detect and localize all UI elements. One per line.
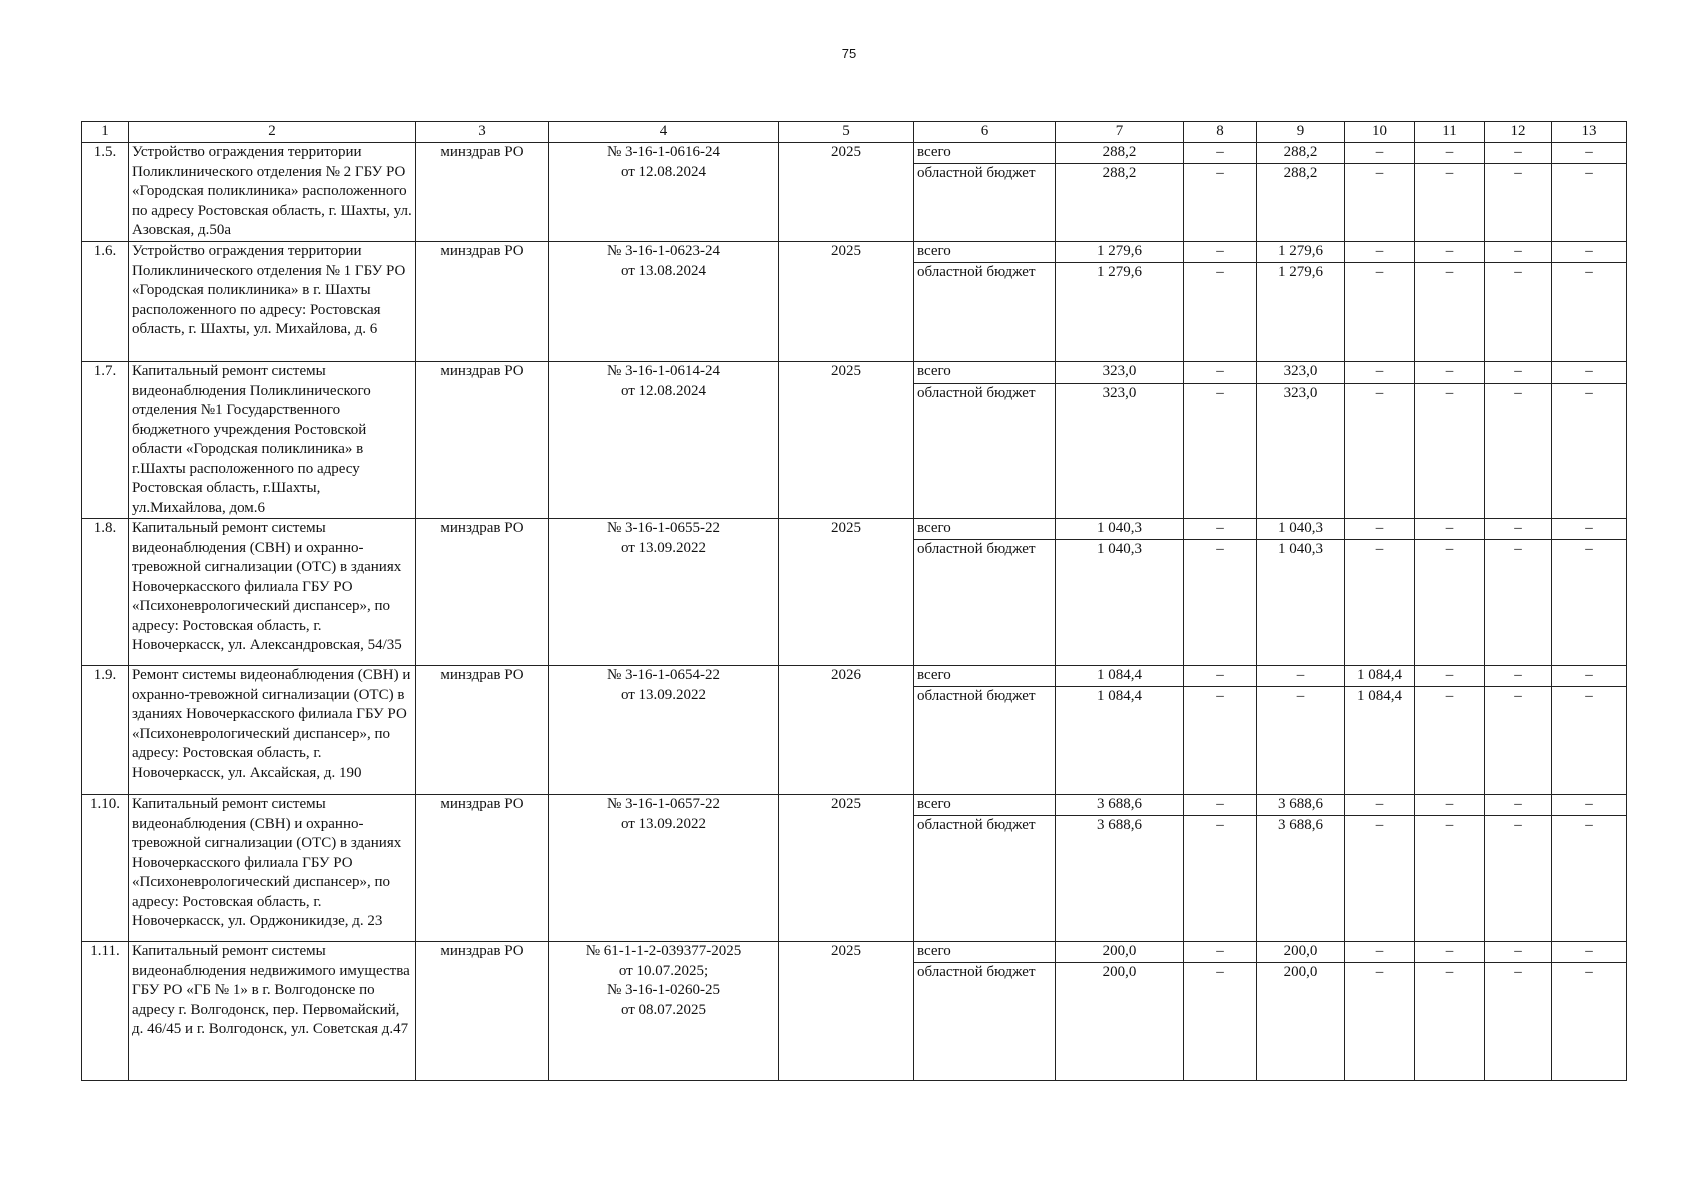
amount-v8: –: [1184, 795, 1257, 816]
year: 2025: [779, 942, 914, 1081]
amount-v11: –: [1415, 519, 1485, 540]
amount-v10: –: [1345, 362, 1415, 384]
document-reference: [549, 942, 779, 1081]
column-number: 9: [1257, 122, 1345, 143]
funding-source: всего: [914, 795, 1056, 816]
amount-v10: –: [1345, 143, 1415, 164]
row-number: 1.10.: [82, 795, 129, 942]
object-name: Капитальный ремонт системы видеонаблюдения Поликлинического отделения №1 Государственного бюджетного учреждения Ростовской области «Городская поликлиника» в г.Шахты расположенного по адресу Ростовская область, г.Шахты, ул.Михайлова, дом.6: [129, 362, 416, 519]
amount-v7: 323,0: [1056, 384, 1184, 519]
amount-v11: –: [1415, 687, 1485, 795]
amount-v8: –: [1184, 519, 1257, 540]
year: 2025: [779, 795, 914, 942]
amount-v10: –: [1345, 816, 1415, 942]
document-reference: [549, 242, 779, 362]
amount-v12: –: [1485, 242, 1552, 263]
amount-v11: –: [1415, 816, 1485, 942]
amount-v8: –: [1184, 942, 1257, 963]
amount-v12: –: [1485, 540, 1552, 666]
funding-source: областной бюджет: [914, 384, 1056, 519]
document-reference: [549, 666, 779, 795]
amount-v10: –: [1345, 242, 1415, 263]
amount-v9: 323,0: [1257, 362, 1345, 384]
document-line: от 12.08.2024: [620, 163, 707, 180]
column-number: 1: [82, 122, 129, 143]
funding-table: [81, 121, 1627, 1081]
document-line: № 3-16-1-0657-22: [606, 796, 721, 812]
amount-v8: –: [1184, 540, 1257, 666]
amount-v9: 1 040,3: [1257, 540, 1345, 666]
amount-v8: –: [1184, 963, 1257, 1081]
amount-v9: 323,0: [1257, 384, 1345, 519]
column-number: 3: [416, 122, 549, 143]
amount-v9: 1 040,3: [1257, 519, 1345, 540]
customer: минздрав РО: [416, 666, 549, 795]
customer: минздрав РО: [416, 795, 549, 942]
amount-v13: –: [1552, 143, 1627, 164]
amount-v12: –: [1485, 263, 1552, 362]
amount-v10: –: [1345, 384, 1415, 519]
amount-v11: –: [1415, 384, 1485, 519]
column-number: 4: [549, 122, 779, 143]
year: 2025: [779, 519, 914, 666]
amount-v9: 3 688,6: [1257, 795, 1345, 816]
amount-v9: 288,2: [1257, 143, 1345, 164]
amount-v10: –: [1345, 263, 1415, 362]
amount-v10: –: [1345, 963, 1415, 1081]
amount-v11: –: [1415, 362, 1485, 384]
amount-v13: –: [1552, 519, 1627, 540]
amount-v12: –: [1485, 795, 1552, 816]
amount-v10: –: [1345, 164, 1415, 242]
document-line: от 13.09.2022: [620, 815, 707, 832]
column-number: 2: [129, 122, 416, 143]
document-reference: [549, 519, 779, 666]
amount-v13: –: [1552, 963, 1627, 1081]
amount-v8: –: [1184, 263, 1257, 362]
amount-v10: –: [1345, 795, 1415, 816]
row-number: 1.9.: [82, 666, 129, 795]
row-number: 1.7.: [82, 362, 129, 519]
amount-v10: –: [1345, 540, 1415, 666]
amount-v11: –: [1415, 242, 1485, 263]
funding-source: всего: [914, 362, 1056, 384]
document-reference: [549, 795, 779, 942]
document-line: от 13.09.2022: [620, 539, 707, 556]
amount-v9: 200,0: [1257, 963, 1345, 1081]
document-line: № 3-16-1-0623-24: [606, 243, 721, 259]
amount-v9: 3 688,6: [1257, 816, 1345, 942]
document-line: № 3-16-1-0614-24: [606, 363, 721, 379]
amount-v10: 1 084,4: [1345, 666, 1415, 687]
amount-v12: –: [1485, 942, 1552, 963]
amount-v9: 288,2: [1257, 164, 1345, 242]
table-row: [82, 519, 1627, 540]
row-number: 1.8.: [82, 519, 129, 666]
amount-v7: 200,0: [1056, 963, 1184, 1081]
customer: минздрав РО: [416, 143, 549, 242]
funding-source: областной бюджет: [914, 263, 1056, 362]
column-number: 12: [1485, 122, 1552, 143]
customer: минздрав РО: [416, 362, 549, 519]
funding-source: всего: [914, 242, 1056, 263]
amount-v9: –: [1257, 666, 1345, 687]
customer: минздрав РО: [416, 242, 549, 362]
year: 2026: [779, 666, 914, 795]
funding-source: всего: [914, 143, 1056, 164]
column-number: 10: [1345, 122, 1415, 143]
document-reference: [549, 143, 779, 242]
column-number: 6: [914, 122, 1056, 143]
year: 2025: [779, 242, 914, 362]
table-row: [82, 362, 1627, 384]
object-name: Устройство ограждения территории Поликлинического отделения № 1 ГБУ РО «Городская поликлиника» в г. Шахты расположенного по адресу: Ростовская область, г. Шахты, ул. Михайлова, д. 6: [129, 242, 416, 362]
year: 2025: [779, 362, 914, 519]
funding-source: областной бюджет: [914, 164, 1056, 242]
amount-v12: –: [1485, 362, 1552, 384]
amount-v7: 288,2: [1056, 143, 1184, 164]
row-number: 1.11.: [82, 942, 129, 1081]
table-row: [82, 143, 1627, 164]
amount-v10: 1 084,4: [1345, 687, 1415, 795]
object-name: Капитальный ремонт системы видеонаблюдения недвижимого имущества ГБУ РО «ГБ № 1» в г. Волгодонске по адресу г. Волгодонск, пер. Первомайский, д. 46/45 и г. Волгодонск, ул. Советская д.47: [129, 942, 416, 1081]
column-number: 7: [1056, 122, 1184, 143]
document-line: от 13.09.2022: [620, 686, 707, 703]
page-number: 75: [841, 46, 857, 61]
funding-source: областной бюджет: [914, 540, 1056, 666]
amount-v7: 1 084,4: [1056, 687, 1184, 795]
amount-v13: –: [1552, 362, 1627, 384]
amount-v7: 200,0: [1056, 942, 1184, 963]
amount-v8: –: [1184, 242, 1257, 263]
document-line: № 61-1-1-2-039377-2025: [585, 943, 742, 959]
amount-v11: –: [1415, 942, 1485, 963]
funding-source: областной бюджет: [914, 963, 1056, 1081]
document-line: № 3-16-1-0616-24: [606, 144, 721, 160]
customer: минздрав РО: [416, 519, 549, 666]
amount-v7: 1 040,3: [1056, 540, 1184, 666]
amount-v11: –: [1415, 143, 1485, 164]
document-reference: [549, 362, 779, 519]
row-number: 1.5.: [82, 143, 129, 242]
amount-v8: –: [1184, 362, 1257, 384]
amount-v13: –: [1552, 666, 1627, 687]
amount-v7: 1 084,4: [1056, 666, 1184, 687]
amount-v12: –: [1485, 816, 1552, 942]
amount-v12: –: [1485, 963, 1552, 1081]
amount-v7: 1 279,6: [1056, 263, 1184, 362]
amount-v8: –: [1184, 384, 1257, 519]
amount-v10: –: [1345, 942, 1415, 963]
amount-v12: –: [1485, 666, 1552, 687]
amount-v11: –: [1415, 164, 1485, 242]
amount-v13: –: [1552, 164, 1627, 242]
amount-v13: –: [1552, 384, 1627, 519]
column-number: 11: [1415, 122, 1485, 143]
amount-v11: –: [1415, 263, 1485, 362]
amount-v13: –: [1552, 816, 1627, 942]
column-number: 13: [1552, 122, 1627, 143]
amount-v9: 1 279,6: [1257, 242, 1345, 263]
amount-v9: 200,0: [1257, 942, 1345, 963]
amount-v7: 1 040,3: [1056, 519, 1184, 540]
document-line: от 08.07.2025: [620, 1001, 707, 1018]
amount-v13: –: [1552, 540, 1627, 666]
amount-v12: –: [1485, 143, 1552, 164]
amount-v12: –: [1485, 384, 1552, 519]
amount-v7: 323,0: [1056, 362, 1184, 384]
column-number: 8: [1184, 122, 1257, 143]
amount-v12: –: [1485, 164, 1552, 242]
object-name: Капитальный ремонт системы видеонаблюдения (СВН) и охранно-тревожной сигнализации (ОТС) в зданиях Новочеркасского филиала ГБУ РО «Психоневрологический диспансер», по адресу: Ростовская область, г. Новочеркасск, ул. Орджоникидзе, д. 23: [129, 795, 416, 942]
amount-v13: –: [1552, 795, 1627, 816]
customer: минздрав РО: [416, 942, 549, 1081]
document-line: № 3-16-1-0654-22: [606, 667, 721, 683]
amount-v11: –: [1415, 795, 1485, 816]
column-number-header-row: [82, 122, 1627, 143]
table-row: [82, 795, 1627, 816]
amount-v9: 1 279,6: [1257, 263, 1345, 362]
object-name: Капитальный ремонт системы видеонаблюдения (СВН) и охранно-тревожной сигнализации (ОТС) в зданиях Новочеркасского филиала ГБУ РО «Психоневрологический диспансер», по адресу: Ростовская область, г. Новочеркасск, ул. Александровская, 54/35: [129, 519, 416, 666]
funding-source: всего: [914, 942, 1056, 963]
funding-source: областной бюджет: [914, 687, 1056, 795]
table-row: [82, 942, 1627, 963]
amount-v8: –: [1184, 687, 1257, 795]
row-number: 1.6.: [82, 242, 129, 362]
column-number: 5: [779, 122, 914, 143]
amount-v11: –: [1415, 540, 1485, 666]
table-row: [82, 666, 1627, 687]
document-line: от 10.07.2025;: [618, 962, 709, 979]
amount-v8: –: [1184, 164, 1257, 242]
funding-source: областной бюджет: [914, 816, 1056, 942]
amount-v13: –: [1552, 687, 1627, 795]
amount-v12: –: [1485, 519, 1552, 540]
object-name: Ремонт системы видеонаблюдения (СВН) и охранно-тревожной сигнализации (ОТС) в зданиях Новочеркасского филиала ГБУ РО «Психоневрологический диспансер», по адресу: Ростовская область, г. Новочеркасск, ул. Аксайская, д. 190: [129, 666, 416, 795]
document-line: от 13.08.2024: [620, 262, 707, 279]
amount-v7: 288,2: [1056, 164, 1184, 242]
amount-v7: 1 279,6: [1056, 242, 1184, 263]
amount-v9: –: [1257, 687, 1345, 795]
table-row: [82, 242, 1627, 263]
amount-v7: 3 688,6: [1056, 795, 1184, 816]
document-line: № 3-16-1-0655-22: [606, 520, 721, 536]
amount-v11: –: [1415, 666, 1485, 687]
amount-v8: –: [1184, 666, 1257, 687]
document-line: № 3-16-1-0260-25: [606, 982, 721, 998]
year: 2025: [779, 143, 914, 242]
amount-v7: 3 688,6: [1056, 816, 1184, 942]
document-line: от 12.08.2024: [620, 382, 707, 399]
amount-v10: –: [1345, 519, 1415, 540]
amount-v8: –: [1184, 143, 1257, 164]
amount-v8: –: [1184, 816, 1257, 942]
amount-v12: –: [1485, 687, 1552, 795]
funding-source: всего: [914, 519, 1056, 540]
amount-v13: –: [1552, 942, 1627, 963]
object-name: Устройство ограждения территории Поликлинического отделения № 2 ГБУ РО «Городская поликлиника» расположенного по адресу Ростовская область, г. Шахты, ул. Азовская, д.50а: [129, 143, 416, 242]
funding-source: всего: [914, 666, 1056, 687]
amount-v13: –: [1552, 242, 1627, 263]
amount-v11: –: [1415, 963, 1485, 1081]
amount-v13: –: [1552, 263, 1627, 362]
